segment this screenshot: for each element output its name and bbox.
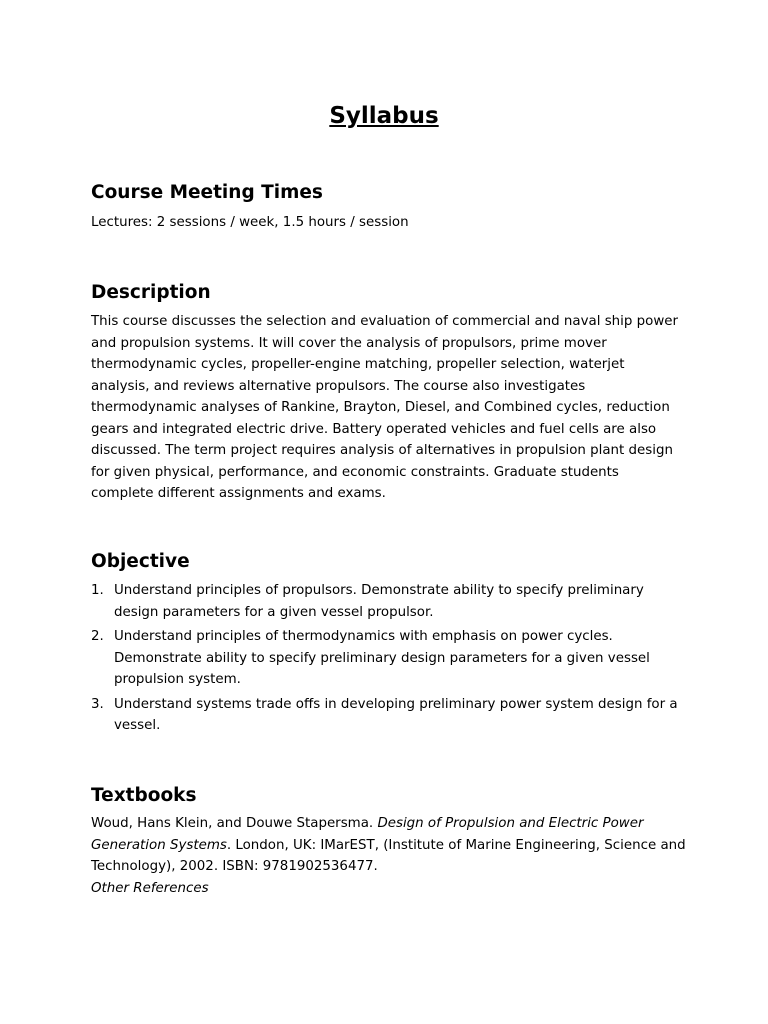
objective-heading: Objective (91, 551, 190, 572)
other-references: Other References (91, 880, 209, 896)
textbook-reference (91, 813, 691, 899)
objective-number: 1. (91, 583, 104, 598)
objective-item (91, 580, 691, 623)
textbook-title: Design of Propulsion and Electric Power Generation Systems (91, 816, 644, 853)
textbook-publisher: . London, UK: IMarEST, (Institute of Marine Engineering, Science and Technology), 2002. ISBN: 9781902536477. (91, 837, 686, 874)
objective-text: Understand principles of thermodynamics with emphasis on power cycles. Demonstrate ability to specify preliminary design parameters for a given vessel propulsion system. (114, 629, 650, 687)
textbooks-heading: Textbooks (91, 785, 197, 806)
objective-text: Understand principles of propulsors. Demonstrate ability to specify preliminary design parameters for a given vessel propulsor. (114, 583, 644, 620)
meeting-times-text: Lectures: 2 sessions / week, 1.5 hours / session (91, 215, 409, 230)
objective-number: 3. (91, 696, 104, 712)
objective-item (91, 694, 691, 737)
description-text: This course discusses the selection and evaluation of commercial and naval ship power and propulsion systems. It will cover the analysis of propulsors, prime mover thermodynamic cycles, propeller-engine matching, propeller selection, waterjet analysis, and reviews alternative propulsors. The course also investigates thermodynamic analyses of Rankine, Brayton, Diesel, and Combined cycles, reduction gears and integrated electric drive. Battery operated vehicles and fuel cells are also discussed. The term project requires analysis of alternatives in propulsion plant design for given physical, performance, and economic constraints. Graduate students complete different assignments and exams. (91, 314, 679, 501)
page-title: Syllabus (329, 103, 439, 129)
objective-text: Understand systems trade offs in developing preliminary power system design for a vessel. (114, 696, 678, 733)
textbook-authors: Woud, Hans Klein, and Douwe Stapersma. (91, 816, 374, 831)
objective-item (91, 626, 691, 691)
objective-list (91, 580, 691, 740)
description-heading: Description (91, 282, 211, 303)
objective-number: 2. (91, 629, 104, 644)
meeting-times-heading: Course Meeting Times (91, 182, 323, 203)
